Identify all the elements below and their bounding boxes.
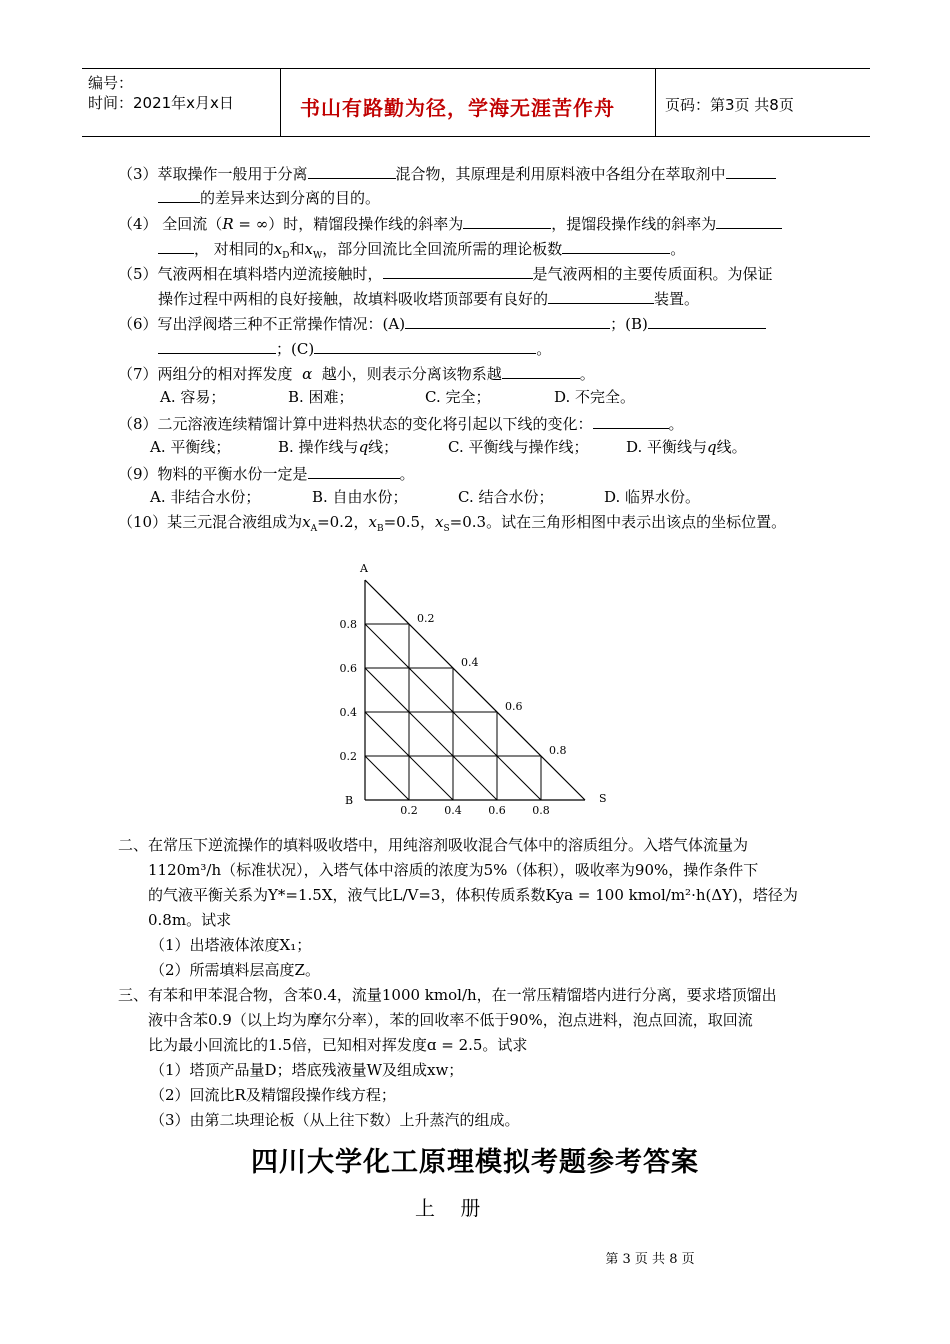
- header-top-rule: [82, 68, 870, 69]
- question-9: （9）物料的平衡水份一定是 。: [118, 462, 415, 484]
- axis-tick-label-hypotenuse: 0.2: [417, 612, 435, 625]
- question-6-line1: （6）写出浮阀塔三种不正常操作情况：(A) ；(B): [118, 312, 766, 334]
- header-page-label: 页码：第3页 共8页: [665, 96, 794, 114]
- blank[interactable]: [158, 186, 200, 203]
- question-5-line2: 操作过程中两相的良好接触，故填料吸收塔顶部要有良好的 装置。: [158, 287, 699, 309]
- question-3-line2: 的差异来达到分离的目的。: [158, 186, 380, 208]
- axis-tick-label-left: 0.4: [339, 706, 357, 719]
- blank-b-cont[interactable]: [158, 337, 276, 354]
- blank-a[interactable]: [405, 312, 610, 329]
- question-10: （10）某三元混合液组成为$x_A=0.2$，$x_B=0.5$，$x_S=0.3$。试在三角形相图中表示出该点的坐标位置。: [118, 513, 787, 534]
- blank[interactable]: [158, 237, 194, 254]
- header-divider-left: [280, 68, 281, 136]
- option-d[interactable]: D. 平衡线与q线。: [626, 438, 747, 456]
- answer-section-title: 四川大学化工原理模拟考题参考答案: [251, 1147, 699, 1178]
- question-3-line1: （3）萃取操作一般用于分离 混合物，其原理是利用原料液中各组分在萃取剂中: [118, 162, 776, 184]
- header-motto: 书山有路勤为径，学海无涯苦作舟: [300, 96, 615, 120]
- axis-tick-label-left: 0.6: [339, 662, 357, 675]
- axis-tick-label-bottom: 0.6: [488, 804, 506, 817]
- option-c[interactable]: C. 平衡线与操作线；: [448, 438, 589, 456]
- problem-3-sub3: （3）由第二块理论板（从上往下数）上升蒸汽的组成。: [150, 1111, 520, 1129]
- header-bottom-rule: [82, 136, 870, 137]
- blank[interactable]: [308, 462, 400, 479]
- blank[interactable]: [562, 237, 670, 254]
- alpha-symbol: ɑ: [302, 365, 313, 383]
- blank-b[interactable]: [648, 312, 766, 329]
- question-8-options: [150, 437, 747, 457]
- answer-section-subtitle: 上 册: [415, 1196, 481, 1220]
- problem-2-sub1: （1）出塔液体浓度X₁；: [150, 936, 312, 954]
- option-a[interactable]: A. 容易；: [160, 388, 226, 406]
- ternary-phase-diagram: [330, 550, 630, 820]
- problem-2-line2: 1120m³/h（标准状况），入塔气体中溶质的浓度为5%（体积），吸收率为90%，操作条件下: [148, 861, 759, 879]
- option-c[interactable]: C. 结合水份；: [458, 488, 554, 506]
- problem-2-line1: 二、在常压下逆流操作的填料吸收塔中，用纯溶剂吸收混合气体中的溶质组分。入塔气体流量为: [118, 836, 749, 854]
- question-8: （8）二元溶液连续精馏计算中进料热状态的变化将引起以下线的变化： 。: [118, 412, 684, 434]
- vertex-label-s: S: [599, 792, 607, 805]
- blank[interactable]: [726, 162, 776, 179]
- question-4-line1: （4） 全回流（R = ∞）时，精馏段操作线的斜率为 ，提馏段操作线的斜率为: [118, 212, 782, 234]
- problem-3-sub1: （1）塔顶产品量D；塔底残液量W及组成xw；: [150, 1061, 464, 1079]
- axis-tick-label-hypotenuse: 0.6: [505, 700, 523, 713]
- blank[interactable]: [463, 212, 551, 229]
- axis-tick-label-hypotenuse: 0.8: [549, 744, 567, 757]
- problem-2-line3: 的气液平衡关系为Y*=1.5X，液气比L/V=3，体积传质系数Kya = 100 kmol/m²·h(ΔY)，塔径为: [148, 886, 798, 904]
- blank[interactable]: [548, 287, 654, 304]
- blank[interactable]: [716, 212, 782, 229]
- question-6-line2: ；(C) 。: [158, 337, 551, 359]
- question-7: （7）两组分的相对挥发度 ɑ 越小，则表示分离该物系越 。: [118, 362, 595, 384]
- header-number-label: 编号：: [88, 74, 134, 92]
- axis-tick-label-bottom: 0.2: [400, 804, 418, 817]
- option-d[interactable]: D. 临界水份。: [604, 488, 701, 506]
- problem-3-line3: 比为最小回流比的1.5倍，已知相对挥发度ɑ = 2.5。试求: [148, 1036, 528, 1054]
- triangle-edge-as: [365, 580, 585, 800]
- blank[interactable]: [308, 162, 396, 179]
- header-divider-right: [655, 68, 656, 136]
- problem-2-line4: 0.8m。试求: [148, 911, 232, 929]
- problem-3-sub2: （2）回流比R及精馏段操作线方程；: [150, 1086, 396, 1104]
- blank[interactable]: [502, 362, 580, 379]
- option-a[interactable]: A. 非结合水份；: [150, 488, 261, 506]
- question-7-options: [160, 387, 636, 407]
- question-5-line1: （5）气液两相在填料塔内逆流接触时， 是气液两相的主要传质面积。为保证: [118, 262, 773, 284]
- header-time-label: 时间：2021年x月x日: [88, 94, 234, 112]
- option-a[interactable]: A. 平衡线；: [150, 438, 231, 456]
- vertex-label-a: A: [360, 562, 368, 575]
- option-d[interactable]: D. 不完全。: [554, 388, 636, 406]
- page-footer: 第 3 页 共 8 页: [605, 1252, 695, 1267]
- blank[interactable]: [383, 262, 533, 279]
- axis-tick-label-hypotenuse: 0.4: [461, 656, 479, 669]
- vertex-label-b: B: [345, 794, 354, 807]
- option-b[interactable]: B. 操作线与q线；: [278, 438, 399, 456]
- option-c[interactable]: C. 完全；: [425, 388, 491, 406]
- axis-tick-label-bottom: 0.8: [532, 804, 550, 817]
- blank[interactable]: [593, 412, 669, 429]
- problem-3-line1: 三、有苯和甲苯混合物，含苯0.4，流量1000 kmol/h，在一常压精馏塔内进行分离，要求塔顶馏出: [118, 986, 777, 1004]
- option-b[interactable]: B. 自由水份；: [312, 488, 408, 506]
- grid-line-diagonal: [365, 668, 497, 800]
- question-4-line2: ， 对相同的$x_D$和$x_W$，部分回流比全回流所需的理论板数 。: [158, 237, 685, 266]
- axis-tick-label-left: 0.2: [339, 750, 357, 763]
- grid-line-diagonal: [365, 756, 409, 800]
- axis-tick-label-bottom: 0.4: [444, 804, 462, 817]
- question-9-options: [150, 487, 701, 507]
- option-b[interactable]: B. 困难；: [288, 388, 354, 406]
- axis-tick-label-left: 0.8: [339, 618, 357, 631]
- blank-c[interactable]: [314, 337, 536, 354]
- problem-3-line2: 液中含苯0.9（以上均为摩尔分率），苯的回收率不低于90%，泡点进料，泡点回流，取回流: [148, 1011, 753, 1029]
- problem-2-sub2: （2）所需填料层高度Z。: [150, 961, 320, 979]
